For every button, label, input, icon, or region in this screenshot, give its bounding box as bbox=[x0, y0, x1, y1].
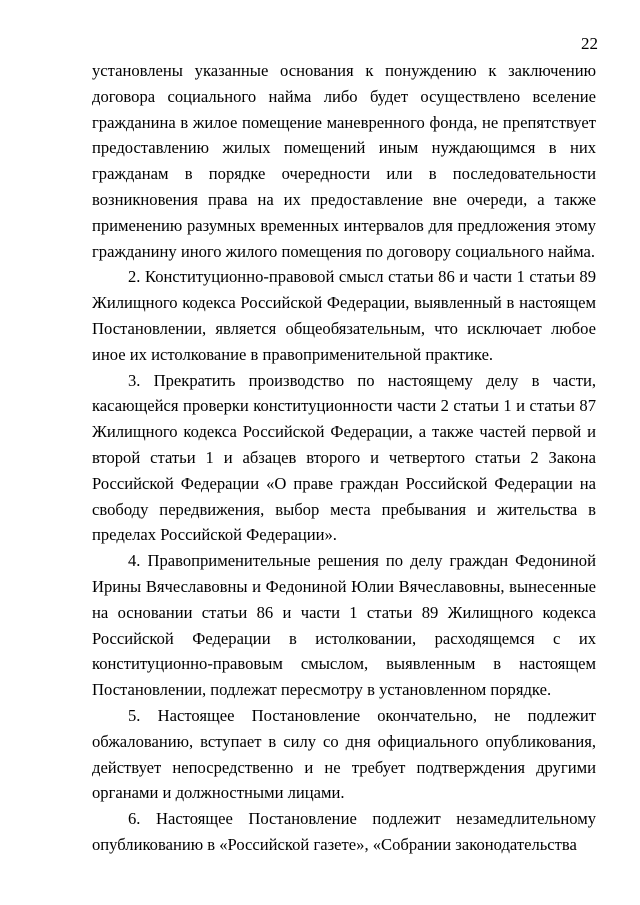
paragraph-5: 5. Настоящее Постановление окончательно, не подлежит обжалованию, вступает в силу со дня официального опубликования, действует непосредственно и не требует подтверждения другими органами и должностными лицами. bbox=[92, 705, 596, 803]
paragraph-3: 3. Прекратить производство по настоящему делу в части, касающейся проверки конституционности части 2 статьи 1 и статьи 87 Жилищного кодекса Российской Федерации, а также частей первой и второй статьи 1 и абзацев второго и четвертого статьи 2 Закона Российской Федерации «О праве граждан Российской Федерации на свободу передвижения, выбор места пребывания и жительства в пределах Российской Федерации». bbox=[92, 370, 596, 545]
paragraph-6: 6. Настоящее Постановление подлежит незамедлительному опубликованию в «Российской газете», «Собрании законодательства bbox=[92, 809, 596, 854]
paragraph-continuation: установлены указанные основания к понуждению к заключению договора социального найма либо будет осуществлено вселение гражданина в жилое помещение маневренного фонда, не препятствует предоставлению жилых помещений иным нуждающимся в них гражданам в порядке очередности или в последовательности возникновения права на их предоставление вне очереди, а также применению разумных временных интервалов для предложения этому гражданину иного жилого помещения по договору социального найма. bbox=[92, 61, 596, 261]
paragraph-2: 2. Конституционно-правовой смысл статьи 86 и части 1 статьи 89 Жилищного кодекса Российской Федерации, выявленный в настоящем Постановлении, является общеобязательным, что исключает любое иное их истолкование в правоприменительной практике. bbox=[92, 267, 596, 364]
document-body bbox=[92, 58, 596, 858]
paragraph-4: 4. Правоприменительные решения по делу граждан Федониной Ирины Вячеславовны и Федониной Юлии Вячеславовны, вынесенные на основании статьи 86 и части 1 статьи 89 Жилищного кодекса Российской Федерации в истолковании, расходящемся с их конституционно-правовым смыслом, выявленным в настоящем Постановлении, подлежат пересмотру в установленном порядке. bbox=[92, 551, 596, 700]
page-number: 22 bbox=[581, 34, 598, 53]
